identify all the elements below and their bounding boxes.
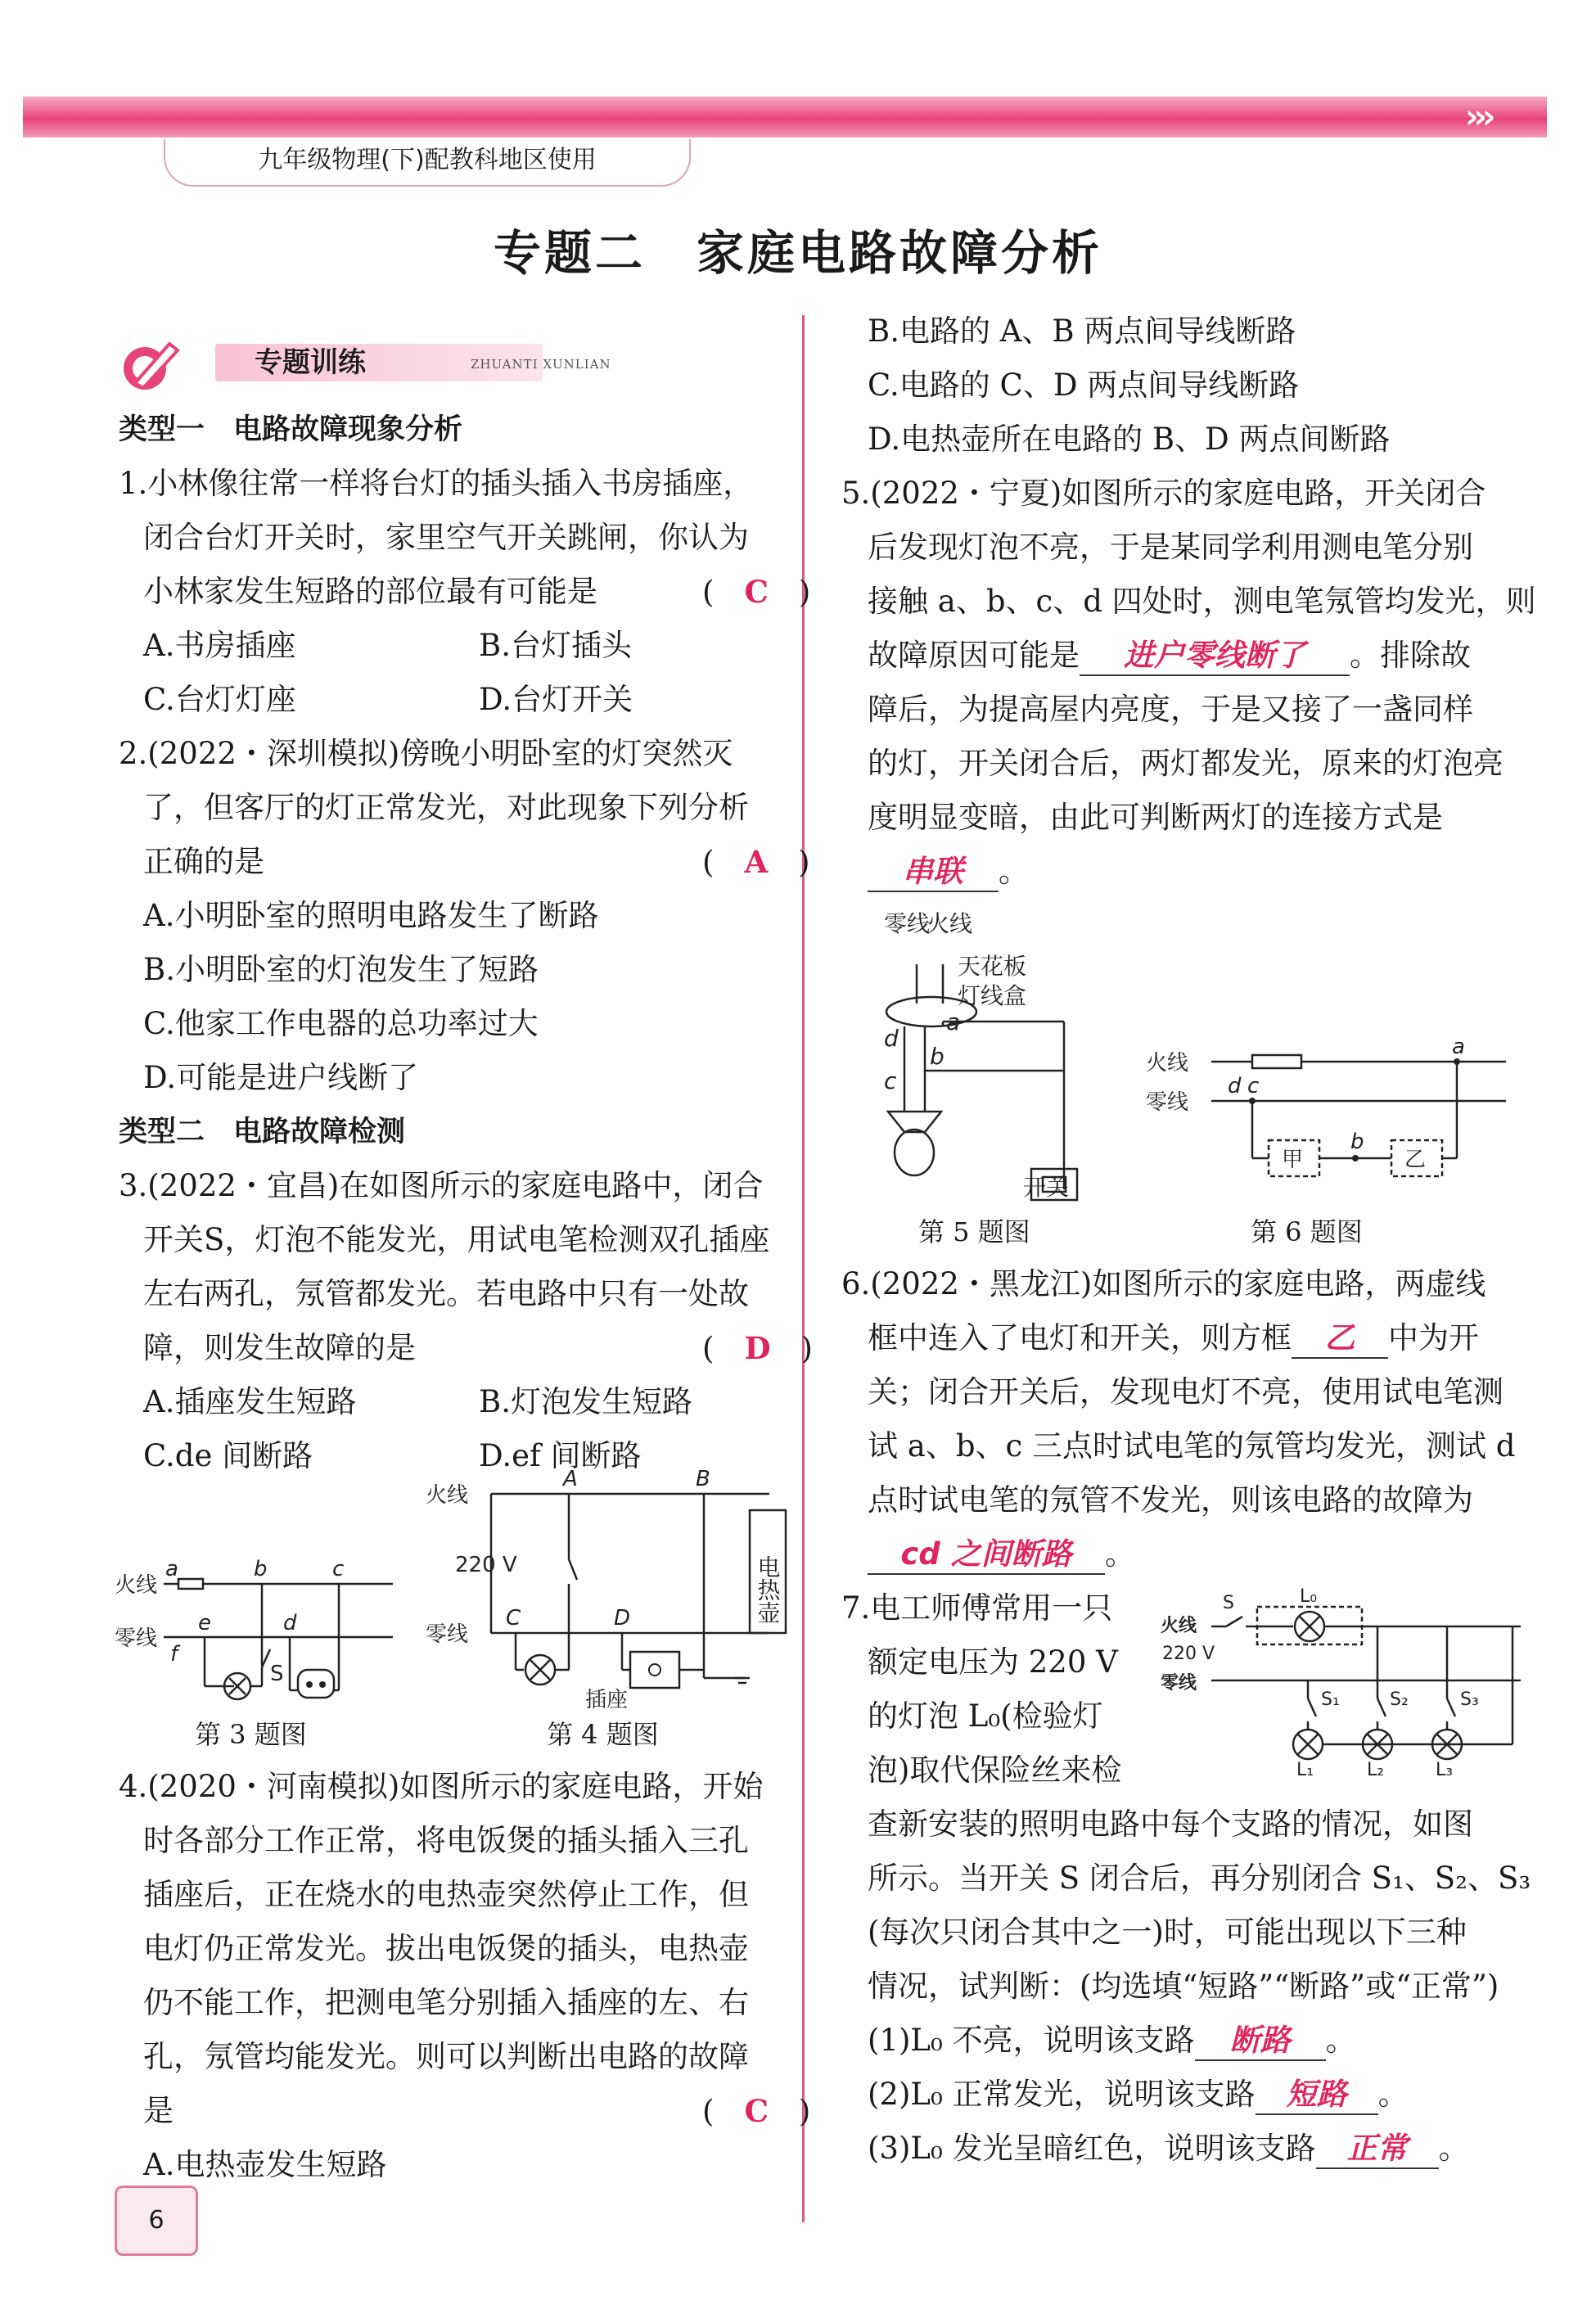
q4-answer: ( C ) (702, 2093, 811, 2129)
q4-line: 仍不能工作，把测电笔分别插入插座的左、右 (143, 1985, 749, 2020)
q2-line: 2.(2022・深圳模拟)傍晚小明卧室的灯突然灭 (119, 736, 733, 771)
page-number: 6 (115, 2185, 198, 2256)
svg-text:天花板: 天花板 (958, 953, 1027, 980)
q3-line: 3.(2022・宜昌)在如图所示的家庭电路中，闭合 (119, 1168, 764, 1203)
q7-line: (每次只闭合其中之一)时，可能出现以下三种 (868, 1915, 1467, 1950)
q7-answer-1: 断路 (1195, 2022, 1326, 2061)
fig6-caption: 第 6 题图 (1251, 1216, 1363, 1247)
q3-option: A.插座发生短路 (143, 1384, 357, 1419)
svg-text:乙: 乙 (1404, 1148, 1427, 1172)
q6-blank-line: 框中连入了电灯和开关，则方框 乙 中为开 (868, 1311, 1479, 1365)
q7-subquestion: (1)L₀ 不亮，说明该支路 断路 。 (868, 2014, 1356, 2068)
q7-line: 泡)取代保险丝来检 (868, 1752, 1122, 1788)
q4-option: C.电路的 C、D 两点间导线断路 (868, 368, 1300, 403)
q1-option: D.台灯开关 (479, 682, 633, 717)
svg-text:b: b (1350, 1130, 1364, 1154)
svg-text:b: b (930, 1043, 945, 1070)
svg-text:c: c (884, 1067, 897, 1094)
q1-option: B.台灯插头 (479, 628, 632, 663)
svg-text:a: a (1452, 1035, 1465, 1059)
fig5-caption: 第 5 题图 (918, 1216, 1030, 1247)
q4-line: 是 (143, 2093, 174, 2128)
q7-line: 的灯泡 L₀(检验灯 (868, 1698, 1103, 1734)
q7-line: 所示。当开关 S 闭合后，再分别闭合 S₁、S₂、S₃ (868, 1861, 1531, 1896)
svg-text:零线: 零线 (1146, 1090, 1189, 1115)
svg-text:a: a (165, 1557, 178, 1581)
svg-text:220 V: 220 V (1162, 1644, 1215, 1664)
q2-option: B.小明卧室的灯泡发生了短路 (143, 952, 539, 987)
q1-answer: ( C ) (702, 574, 811, 610)
q7-subquestion: (2)L₀ 正常发光，说明该支路 短路 。 (868, 2068, 1409, 2122)
q1-line: 小林家发生短路的部位最有可能是 (143, 574, 597, 609)
svg-text:d: d (884, 1025, 899, 1052)
chevron-icon: ››› (1465, 98, 1491, 136)
header-band (23, 97, 1547, 138)
q2-option: C.他家工作电器的总功率过大 (143, 1006, 539, 1041)
q4-line: 孔，氖管均能发光。则可以判断出电路的故障 (143, 2039, 749, 2074)
q6-line: 点时试电笔的氖管不发光，则该电路的故障为 (868, 1482, 1473, 1518)
svg-text:A: A (563, 1467, 578, 1491)
svg-text:L₂: L₂ (1367, 1760, 1385, 1780)
svg-text:e: e (198, 1611, 211, 1635)
svg-text:L₀: L₀ (1300, 1586, 1318, 1607)
q2-option: D.可能是进户线断了 (143, 1060, 419, 1095)
q3-line: 左右两孔，氖管都发光。若电路中只有一处故 (143, 1276, 749, 1311)
q7-subquestion: (3)L₀ 发光呈暗红色，说明该支路 正常 。 (868, 2122, 1469, 2176)
q3-option: B.灯泡发生短路 (479, 1384, 692, 1419)
q3-line: 障，则发生故障的是 (143, 1330, 416, 1365)
page-title: 专题二 家庭电路故障分析 (493, 225, 1102, 281)
svg-text:插座: 插座 (585, 1688, 629, 1711)
q4-option: D.电热壶所在电路的 B、D 两点间断路 (868, 422, 1391, 457)
type1-heading: 类型一 电路故障现象分析 (119, 413, 463, 446)
q3-option: C.de 间断路 (143, 1438, 313, 1473)
q3-answer: ( D ) (702, 1330, 813, 1366)
figure-4-circuit (426, 1465, 794, 1711)
q6-line: 关；闭合开关后，发现电灯不亮，使用试电笔测 (868, 1374, 1504, 1410)
svg-text:火线: 火线 (926, 910, 973, 937)
svg-text:c: c (332, 1557, 345, 1581)
q7-line: 额定电压为 220 V (868, 1644, 1118, 1680)
svg-text:d: d (283, 1611, 297, 1635)
q4-line: 4.(2020・河南模拟)如图所示的家庭电路，开始 (119, 1769, 764, 1804)
figure-6-circuit (1146, 1035, 1522, 1199)
q3-option: D.ef 间断路 (479, 1438, 642, 1473)
q3-line: 开关S，灯泡不能发光，用试电笔检测双孔插座 (143, 1222, 770, 1257)
svg-text:S₂: S₂ (1390, 1689, 1409, 1710)
q7-line: 情况，试判断：(均选填“短路”“断路”或“正常”) (868, 1969, 1499, 2004)
label-live: 火线 (115, 1573, 158, 1598)
svg-text:零线: 零线 (884, 910, 931, 937)
q5-blank-line: 故障原因可能是 进户零线断了 。排除故 (868, 629, 1471, 683)
section-pinyin: ZHUANTI XUNLIAN (471, 357, 611, 372)
label-neutral: 零线 (426, 1622, 469, 1647)
label-neutral: 零线 (115, 1626, 158, 1651)
q7-answer-3: 正常 (1316, 2130, 1439, 2169)
q5-line: 的灯，开关闭合后，两灯都发光，原来的灯泡亮 (868, 746, 1504, 781)
q6-line: 6.(2022・黑龙江)如图所示的家庭电路，两虚线 (841, 1266, 1486, 1301)
svg-text:b: b (254, 1557, 268, 1581)
q6-blank-line-2: cd 之间断路 。 (868, 1527, 1135, 1581)
q2-line: 了，但客厅的灯正常发光，对此现象下列分析 (143, 790, 749, 825)
q5-answer-2: 串联 (868, 853, 999, 892)
fig3-caption: 第 3 题图 (195, 1719, 307, 1750)
q5-answer-1: 进户零线断了 (1080, 637, 1350, 676)
q5-line: 度明显变暗，由此可判断两灯的连接方式是 (868, 800, 1443, 835)
q1-option: A.书房插座 (143, 628, 296, 663)
pen-logo-icon (119, 337, 184, 395)
q6-line: 试 a、b、c 三点时试电笔的氖管均发光，测试 d (868, 1428, 1516, 1464)
svg-text:S: S (270, 1662, 284, 1686)
q1-line: 闭合台灯开关时，家里空气开关跳闸，你认为 (143, 520, 749, 555)
q7-line: 查新安装的照明电路中每个支路的情况，如图 (868, 1807, 1473, 1842)
svg-text:零线: 零线 (1161, 1673, 1197, 1694)
svg-text:220 V: 220 V (455, 1553, 517, 1577)
q4-option: B.电路的 A、B 两点间导线断路 (868, 313, 1296, 349)
q5-line: 接触 a、b、c、d 四处时，测电笔氖管均发光，则 (868, 584, 1536, 619)
q1-option: C.台灯灯座 (143, 682, 296, 717)
svg-text:S₁: S₁ (1321, 1689, 1340, 1710)
svg-text:c: c (1247, 1074, 1260, 1098)
q2-option: A.小明卧室的照明电路发生了断路 (143, 898, 599, 933)
q4-line: 插座后，正在烧水的电热壶突然停止工作，但 (143, 1877, 749, 1912)
q7-line: 7.电工师傅常用一只 (841, 1590, 1113, 1626)
label-live: 火线 (426, 1483, 469, 1508)
figure-3-circuit (115, 1551, 409, 1715)
svg-text:L₁: L₁ (1296, 1760, 1314, 1780)
q2-line: 正确的是 (143, 844, 264, 879)
fig4-caption: 第 4 题图 (547, 1719, 659, 1750)
q5-blank-line-2: 串联 。 (868, 845, 1029, 899)
q6-answer-2: cd 之间断路 (868, 1536, 1105, 1575)
svg-text:L₃: L₃ (1436, 1760, 1454, 1780)
svg-text:电热壶: 电热壶 (754, 1555, 782, 1624)
svg-text:S: S (1223, 1593, 1234, 1613)
q7-answer-2: 短路 (1256, 2076, 1378, 2115)
book-tag: 九年级物理(下)配教科地区使用 (164, 139, 691, 187)
q2-answer: ( A ) (702, 844, 810, 880)
svg-text:a: a (946, 1008, 961, 1035)
q5-line: 障后，为提高屋内亮度，于是又接了一盏同样 (868, 692, 1473, 727)
q5-line: 5.(2022・宁夏)如图所示的家庭电路，开关闭合 (841, 476, 1486, 511)
figure-5-circuit (868, 907, 1113, 1210)
svg-text:火线: 火线 (1146, 1051, 1189, 1076)
q4-line: 电灯仍正常发光。拔出电饭煲的插头，电热壶 (143, 1931, 749, 1966)
q4-option: A.电热壶发生短路 (143, 2147, 387, 2182)
svg-text:C: C (506, 1606, 521, 1631)
section-label: 专题训练 (215, 344, 543, 381)
svg-text:开关: 开关 (1023, 1174, 1070, 1201)
svg-text:B: B (696, 1467, 710, 1491)
type2-heading: 类型二 电路故障检测 (119, 1116, 406, 1148)
svg-text:甲: 甲 (1282, 1148, 1304, 1172)
svg-text:灯线盒: 灯线盒 (958, 982, 1027, 1009)
q1-line: 1.小林像往常一样将台灯的插头插入书房插座， (119, 466, 754, 501)
svg-text:S₃: S₃ (1460, 1689, 1479, 1710)
svg-text:火线: 火线 (1161, 1616, 1197, 1636)
q6-answer-1: 乙 (1292, 1319, 1388, 1359)
svg-text:d: d (1228, 1074, 1242, 1098)
svg-text:D: D (614, 1606, 631, 1631)
q4-line: 时各部分工作正常，将电饭煲的插头插入三孔 (143, 1823, 749, 1858)
q5-line: 后发现灯泡不亮，于是某同学利用测电笔分别 (868, 530, 1473, 565)
figure-7-circuit (1161, 1584, 1521, 1780)
svg-text:f: f (170, 1642, 178, 1667)
